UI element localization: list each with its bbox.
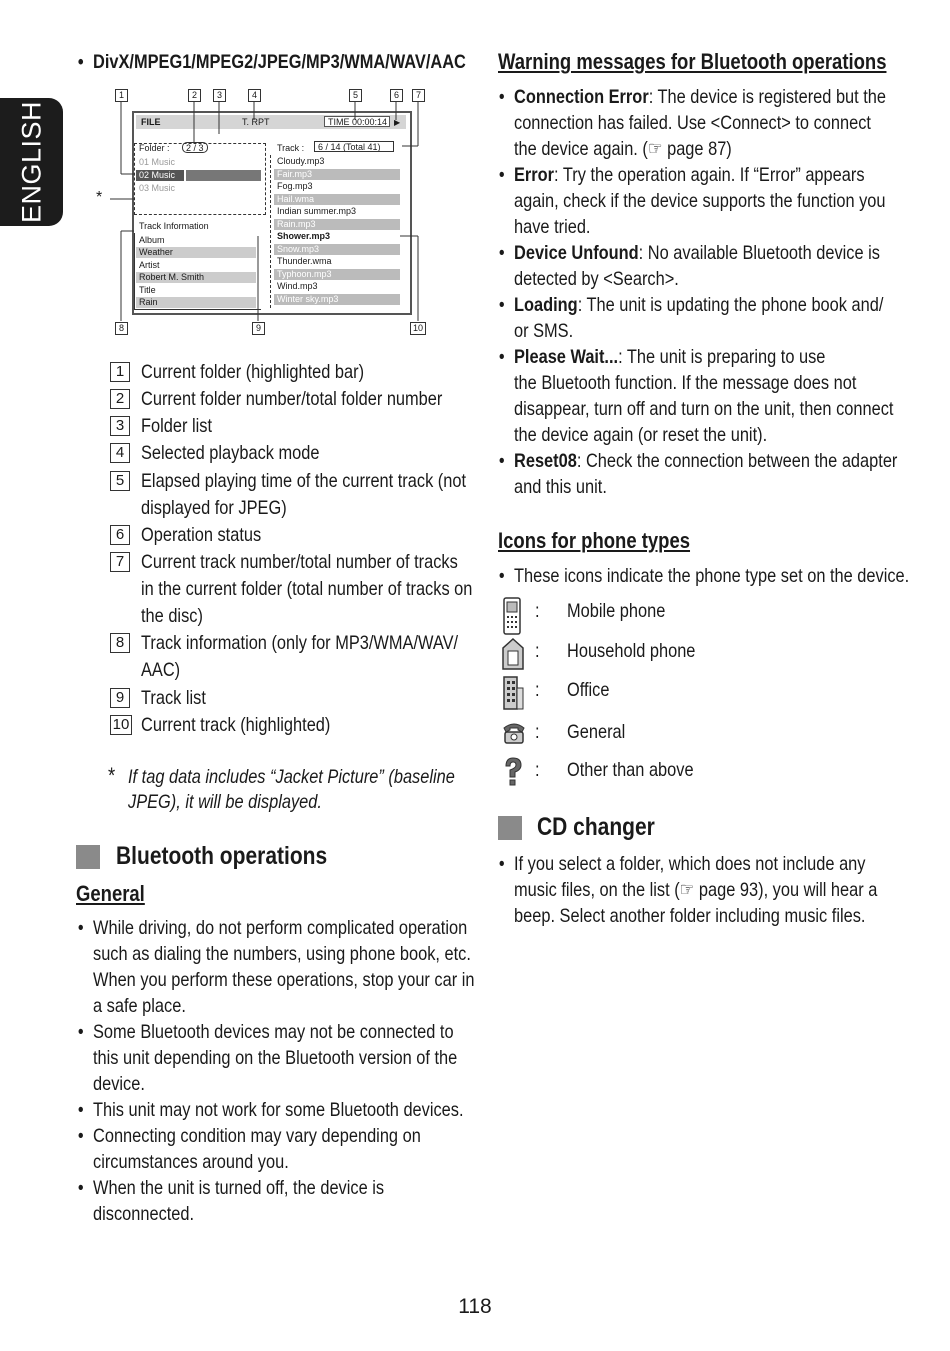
screen-diagram: [96, 86, 430, 338]
icon-sep: :: [535, 759, 540, 781]
track-info-row: Album: [139, 235, 165, 245]
icon-label: Mobile phone: [567, 600, 666, 622]
office-icon: [502, 676, 524, 710]
footnote-line: JPEG), it will be displayed.: [128, 791, 322, 813]
legend-num: 7: [110, 552, 130, 572]
folder-item: 01 Music: [139, 157, 176, 167]
legend-text: Elapsed playing time of the current track (not: [141, 470, 467, 492]
track-item: Hail.wma: [274, 194, 400, 205]
folder-count: 2 / 3: [182, 142, 208, 153]
callout-2: 2: [188, 89, 201, 102]
legend-text: Track information (only for MP3/WMA/WAV/: [141, 632, 459, 654]
track-item: Indian summer.mp3: [277, 206, 357, 216]
legend-num: 10: [110, 715, 132, 735]
legend-text: Current folder number/total folder number: [141, 388, 443, 410]
callout-5: 5: [349, 89, 362, 102]
track-item: Cloudy.mp3: [277, 156, 325, 166]
bluetooth-heading: Bluetooth operations: [116, 842, 328, 870]
callout-7: 7: [412, 89, 425, 102]
section-marker: [498, 816, 522, 840]
mobile-phone-icon: [502, 597, 522, 635]
legend-text: Current folder (highlighted bar): [141, 361, 365, 383]
warning-line: detected by <Search>.: [514, 268, 679, 290]
icon-sep: :: [535, 721, 540, 743]
general-phone-icon: [502, 720, 526, 744]
icon-sep: :: [535, 679, 540, 701]
callout-10: 10: [410, 322, 426, 335]
warning-item: • Reset08: Check the connection between the adapter: [514, 448, 897, 474]
warning-item: • Connection Error: The device is registered but the: [514, 84, 886, 110]
icon-label: General: [567, 721, 626, 743]
mode-label: T. RPT: [242, 117, 270, 127]
callout-lines: [110, 86, 430, 338]
legend-text: Current track (highlighted): [141, 714, 331, 736]
legend-num: 8: [110, 633, 130, 653]
warning-line: again, check if the device supports the function you: [514, 190, 886, 212]
folder-item: 03 Music: [139, 183, 176, 193]
household-phone-icon: [502, 638, 524, 670]
cd-line: beep. Select another folder including music files.: [514, 905, 866, 927]
icons-heading: Icons for phone types: [498, 528, 691, 553]
warning-item: • Error: Try the operation again. If “Error” appears: [514, 162, 865, 188]
legend-text: in the current folder (total number of tracks on: [141, 578, 473, 600]
icon-label: Other than above: [567, 759, 694, 781]
warning-line: connection has failed. Use <Connect> to connect: [514, 112, 871, 134]
general-heading: General: [76, 881, 145, 906]
icon-label: Household phone: [567, 640, 696, 662]
track-item: Thunder.wma: [277, 256, 332, 266]
warning-item: • Device Unfound: No available Bluetooth device is: [514, 240, 880, 266]
icons-intro: • These icons indicate the phone type set on the device.: [514, 563, 909, 589]
footnote-line: If tag data includes “Jacket Picture” (baseline: [128, 766, 455, 788]
play-icon: ▶: [394, 118, 401, 127]
legend-text: AAC): [141, 659, 181, 681]
track-info-title: Track Information: [139, 221, 209, 231]
warning-item: • Please Wait...: The unit is preparing to use: [514, 344, 825, 370]
footnote-mark: *: [108, 763, 116, 788]
track-item: Typhoon.mp3: [274, 269, 400, 280]
section-marker: [76, 845, 100, 869]
track-count: 6 / 14 (Total 41): [314, 141, 394, 152]
legend-num: 9: [110, 688, 130, 708]
legend-num: 1: [110, 362, 130, 382]
cd-line: • If you select a folder, which does not include any: [514, 851, 865, 877]
legend-num: 6: [110, 525, 130, 545]
legend-text: displayed for JPEG): [141, 497, 287, 519]
general-line: such as dialing the numbers, using phone book, etc.: [93, 943, 471, 965]
general-line: a safe place.: [93, 995, 186, 1017]
general-bullet: • This unit may not work for some Bluetooth devices.: [93, 1097, 464, 1123]
track-item: Fair.mp3: [274, 169, 400, 180]
warning-line: or SMS.: [514, 320, 574, 342]
track-item: Wind.mp3: [277, 281, 318, 291]
track-item: Snow.mp3: [274, 244, 400, 255]
warning-line: disappear, turn off and turn on the unit, then connect: [514, 398, 894, 420]
track-label: Track :: [277, 143, 305, 153]
language-label: ENGLISH: [16, 100, 46, 224]
general-bullet: • While driving, do not perform complicated operation: [93, 915, 467, 941]
icon-label: Office: [567, 679, 610, 701]
legend-text: Operation status: [141, 524, 262, 546]
callout-6: 6: [390, 89, 403, 102]
general-line: When you perform these operations, stop your car in: [93, 969, 475, 991]
track-info-row: Artist: [139, 260, 160, 270]
warning-line: the Bluetooth function. If the message does not: [514, 372, 857, 394]
format-heading: • DivX/MPEG1/MPEG2/JPEG/MP3/WMA/WAV/AAC: [93, 49, 466, 75]
warning-heading: Warning messages for Bluetooth operations: [498, 49, 887, 74]
general-bullet: • When the unit is turned off, the device is: [93, 1175, 384, 1201]
track-info-row: Weather: [136, 247, 256, 258]
track-item: Rain.mp3: [274, 219, 400, 230]
page-number: 118: [458, 1295, 492, 1318]
language-tab: [0, 98, 63, 226]
callout-8: 8: [115, 322, 128, 335]
legend-text: the disc): [141, 605, 203, 627]
legend-text: Track list: [141, 687, 206, 709]
legend-text: Selected playback mode: [141, 442, 320, 464]
general-line: circumstances around you.: [93, 1151, 289, 1173]
track-info-row: Rain: [136, 297, 256, 308]
question-mark-icon: [502, 756, 524, 788]
callout-1: 1: [115, 89, 128, 102]
warning-line: the device again. (☞ page 87): [514, 138, 732, 160]
general-line: disconnected.: [93, 1203, 195, 1225]
legend-text: Current track number/total number of tracks: [141, 551, 458, 573]
legend-text: Folder list: [141, 415, 213, 437]
file-label: FILE: [141, 117, 161, 127]
time-label: TIME 00:00:14: [324, 116, 390, 127]
folder-item-current: 02 Music: [136, 170, 184, 181]
legend-num: 2: [110, 389, 130, 409]
callout-9: 9: [252, 322, 265, 335]
legend-num: 3: [110, 416, 130, 436]
legend-num: 5: [110, 471, 130, 491]
track-info-row: Title: [139, 285, 156, 295]
warning-line: and this unit.: [514, 476, 607, 498]
general-line: device.: [93, 1073, 145, 1095]
general-bullet: • Some Bluetooth devices may not be connected to: [93, 1019, 454, 1045]
track-item: Winter sky.mp3: [274, 294, 400, 305]
asterisk-marker: *: [96, 189, 103, 206]
warning-line: have tried.: [514, 216, 591, 238]
icon-sep: :: [535, 640, 540, 662]
callout-3: 3: [213, 89, 226, 102]
cd-changer-heading: CD changer: [537, 813, 655, 841]
warning-item: • Loading: The unit is updating the phone book and/: [514, 292, 883, 318]
general-line: this unit depending on the Bluetooth version of the: [93, 1047, 458, 1069]
track-info-row: Robert M. Smith: [136, 272, 256, 283]
track-item: Fog.mp3: [277, 181, 313, 191]
folder-label: Folder :: [139, 143, 170, 153]
icon-sep: :: [535, 600, 540, 622]
legend-num: 4: [110, 443, 130, 463]
warning-line: the device again (or reset the unit).: [514, 424, 768, 446]
cd-line: music files, on the list (☞ page 93), you will hear a: [514, 879, 878, 901]
callout-4: 4: [248, 89, 261, 102]
track-item-current: Shower.mp3: [277, 231, 331, 241]
general-bullet: • Connecting condition may vary depending on: [93, 1123, 421, 1149]
